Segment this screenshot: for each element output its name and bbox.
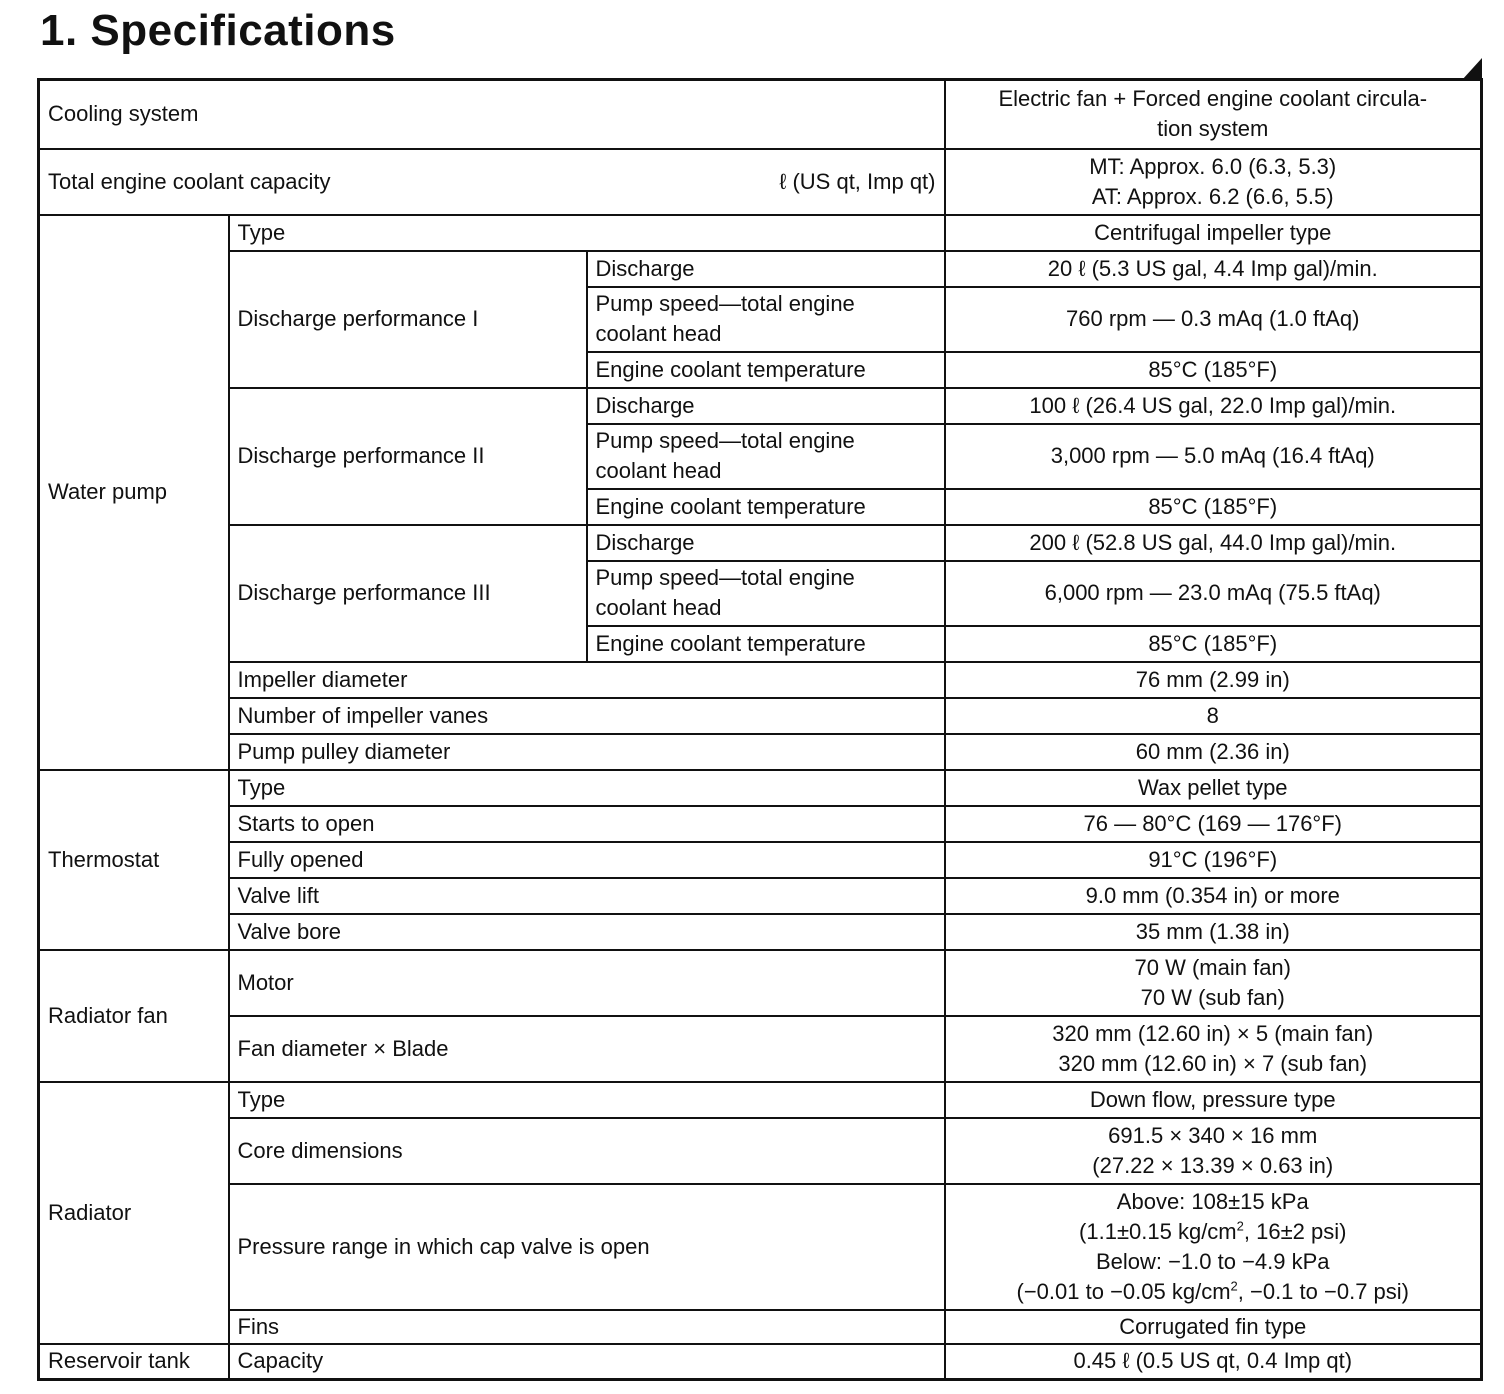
- row-pump-pulley: [39, 734, 1482, 770]
- perf2-label: Discharge performance II: [229, 388, 587, 525]
- pump-pulley-value: 60 mm (2.36 in): [945, 734, 1482, 770]
- impeller-diameter-label: Impeller diameter: [229, 662, 945, 698]
- row-thermostat-starts: [39, 806, 1482, 842]
- perf3-temp-value: 85°C (185°F): [945, 626, 1482, 662]
- perf3-label: Discharge performance III: [229, 525, 587, 662]
- fan-motor-label: Motor: [229, 950, 945, 1016]
- fan-blade-label: Fan diameter × Blade: [229, 1016, 945, 1082]
- thermostat-fully-label: Fully opened: [229, 842, 945, 878]
- thermostat-starts-label: Starts to open: [229, 806, 945, 842]
- thermostat-bore-value: 35 mm (1.38 in): [945, 914, 1482, 950]
- row-radiator-type: [39, 1082, 1482, 1118]
- perf1-discharge-value: 20 ℓ (5.3 US gal, 4.4 Imp gal)/min.: [945, 251, 1482, 287]
- specifications-table: [37, 78, 1483, 1381]
- perf1-speed-value: 760 rpm — 0.3 mAq (1.0 ftAq): [945, 287, 1482, 352]
- cooling-system-value: Electric fan + Forced engine coolant circula- tion system: [945, 80, 1482, 149]
- radiator-label: Radiator: [39, 1082, 229, 1344]
- perf2-discharge-value: 100 ℓ (26.4 US gal, 22.0 Imp gal)/min.: [945, 388, 1482, 424]
- row-thermostat-type: [39, 770, 1482, 806]
- row-perf2-discharge: [39, 388, 1482, 424]
- thermostat-bore-label: Valve bore: [229, 914, 945, 950]
- coolant-capacity-value: MT: Approx. 6.0 (6.3, 5.3) AT: Approx. 6.2 (6.6, 5.5): [945, 149, 1482, 215]
- row-radiator-cap: [39, 1184, 1482, 1310]
- row-cooling-system: [39, 80, 1482, 149]
- impeller-vanes-value: 8: [945, 698, 1482, 734]
- water-pump-type-value: Centrifugal impeller type: [945, 215, 1482, 251]
- reservoir-capacity-label: Capacity: [229, 1344, 945, 1380]
- perf1-discharge-label: Discharge: [587, 251, 945, 287]
- coolant-capacity-label-cell: [39, 149, 945, 215]
- perf2-temp-label: Engine coolant temperature: [587, 489, 945, 525]
- radiator-fan-label: Radiator fan: [39, 950, 229, 1082]
- cooling-system-label: Cooling system: [39, 80, 945, 149]
- row-impeller-diameter: [39, 662, 1482, 698]
- row-thermostat-lift: [39, 878, 1482, 914]
- row-fan-blade: [39, 1016, 1482, 1082]
- water-pump-label: Water pump: [39, 215, 229, 770]
- row-fan-motor: [39, 950, 1482, 1016]
- perf2-speed-value: 3,000 rpm — 5.0 mAq (16.4 ftAq): [945, 424, 1482, 489]
- perf1-temp-value: 85°C (185°F): [945, 352, 1482, 388]
- thermostat-type-label: Type: [229, 770, 945, 806]
- fan-blade-value: 320 mm (12.60 in) × 5 (main fan) 320 mm (12.60 in) × 7 (sub fan): [945, 1016, 1482, 1082]
- radiator-core-label: Core dimensions: [229, 1118, 945, 1184]
- perf2-temp-value: 85°C (185°F): [945, 489, 1482, 525]
- row-thermostat-bore: [39, 914, 1482, 950]
- thermostat-lift-label: Valve lift: [229, 878, 945, 914]
- row-water-pump-type: [39, 215, 1482, 251]
- perf2-speed-label: Pump speed—total engine coolant head: [587, 424, 945, 489]
- perf1-temp-label: Engine coolant temperature: [587, 352, 945, 388]
- reservoir-capacity-value: 0.45 ℓ (0.5 US qt, 0.4 Imp qt): [945, 1344, 1482, 1380]
- row-coolant-capacity: [39, 149, 1482, 215]
- radiator-cap-value: Above: 108±15 kPa (1.1±0.15 $kg/cm^2$, 16±2 psi) Below: −1.0 to −4.9 kPa (−0.01 to −0.05 $kg/cm^2$, −0.1 to −0.7 psi): [945, 1184, 1482, 1310]
- radiator-type-label: Type: [229, 1082, 945, 1118]
- perf3-speed-value: 6,000 rpm — 23.0 mAq (75.5 ftAq): [945, 561, 1482, 626]
- row-radiator-fins: [39, 1310, 1482, 1344]
- perf1-speed-label: Pump speed—total engine coolant head: [587, 287, 945, 352]
- water-pump-type-label: Type: [229, 215, 945, 251]
- perf3-temp-label: Engine coolant temperature: [587, 626, 945, 662]
- pump-pulley-label: Pump pulley diameter: [229, 734, 945, 770]
- row-perf3-discharge: [39, 525, 1482, 561]
- radiator-fins-label: Fins: [229, 1310, 945, 1344]
- radiator-core-value: 691.5 × 340 × 16 mm (27.22 × 13.39 × 0.63 in): [945, 1118, 1482, 1184]
- perf1-label: Discharge performance I: [229, 251, 587, 388]
- reservoir-tank-label: Reservoir tank: [39, 1344, 229, 1380]
- page-corner-mark: [1462, 58, 1482, 80]
- impeller-diameter-value: 76 mm (2.99 in): [945, 662, 1482, 698]
- thermostat-type-value: Wax pellet type: [945, 770, 1482, 806]
- row-thermostat-fully: [39, 842, 1482, 878]
- perf3-discharge-value: 200 ℓ (52.8 US gal, 44.0 Imp gal)/min.: [945, 525, 1482, 561]
- perf3-speed-label: Pump speed—total engine coolant head: [587, 561, 945, 626]
- perf2-discharge-label: Discharge: [587, 388, 945, 424]
- coolant-capacity-label: Total engine coolant capacity: [48, 168, 331, 194]
- thermostat-label: Thermostat: [39, 770, 229, 950]
- radiator-type-value: Down flow, pressure type: [945, 1082, 1482, 1118]
- coolant-capacity-unit: ℓ (US qt, Imp qt): [779, 168, 936, 194]
- impeller-vanes-label: Number of impeller vanes: [229, 698, 945, 734]
- row-radiator-core: [39, 1118, 1482, 1184]
- row-impeller-vanes: [39, 698, 1482, 734]
- page-title: 1. Specifications: [40, 6, 396, 55]
- perf3-discharge-label: Discharge: [587, 525, 945, 561]
- radiator-cap-label: Pressure range in which cap valve is open: [229, 1184, 945, 1310]
- row-perf1-discharge: [39, 251, 1482, 287]
- radiator-fins-value: Corrugated fin type: [945, 1310, 1482, 1344]
- thermostat-fully-value: 91°C (196°F): [945, 842, 1482, 878]
- row-reservoir-tank: [39, 1344, 1482, 1380]
- thermostat-starts-value: 76 — 80°C (169 — 176°F): [945, 806, 1482, 842]
- thermostat-lift-value: 9.0 mm (0.354 in) or more: [945, 878, 1482, 914]
- fan-motor-value: 70 W (main fan) 70 W (sub fan): [945, 950, 1482, 1016]
